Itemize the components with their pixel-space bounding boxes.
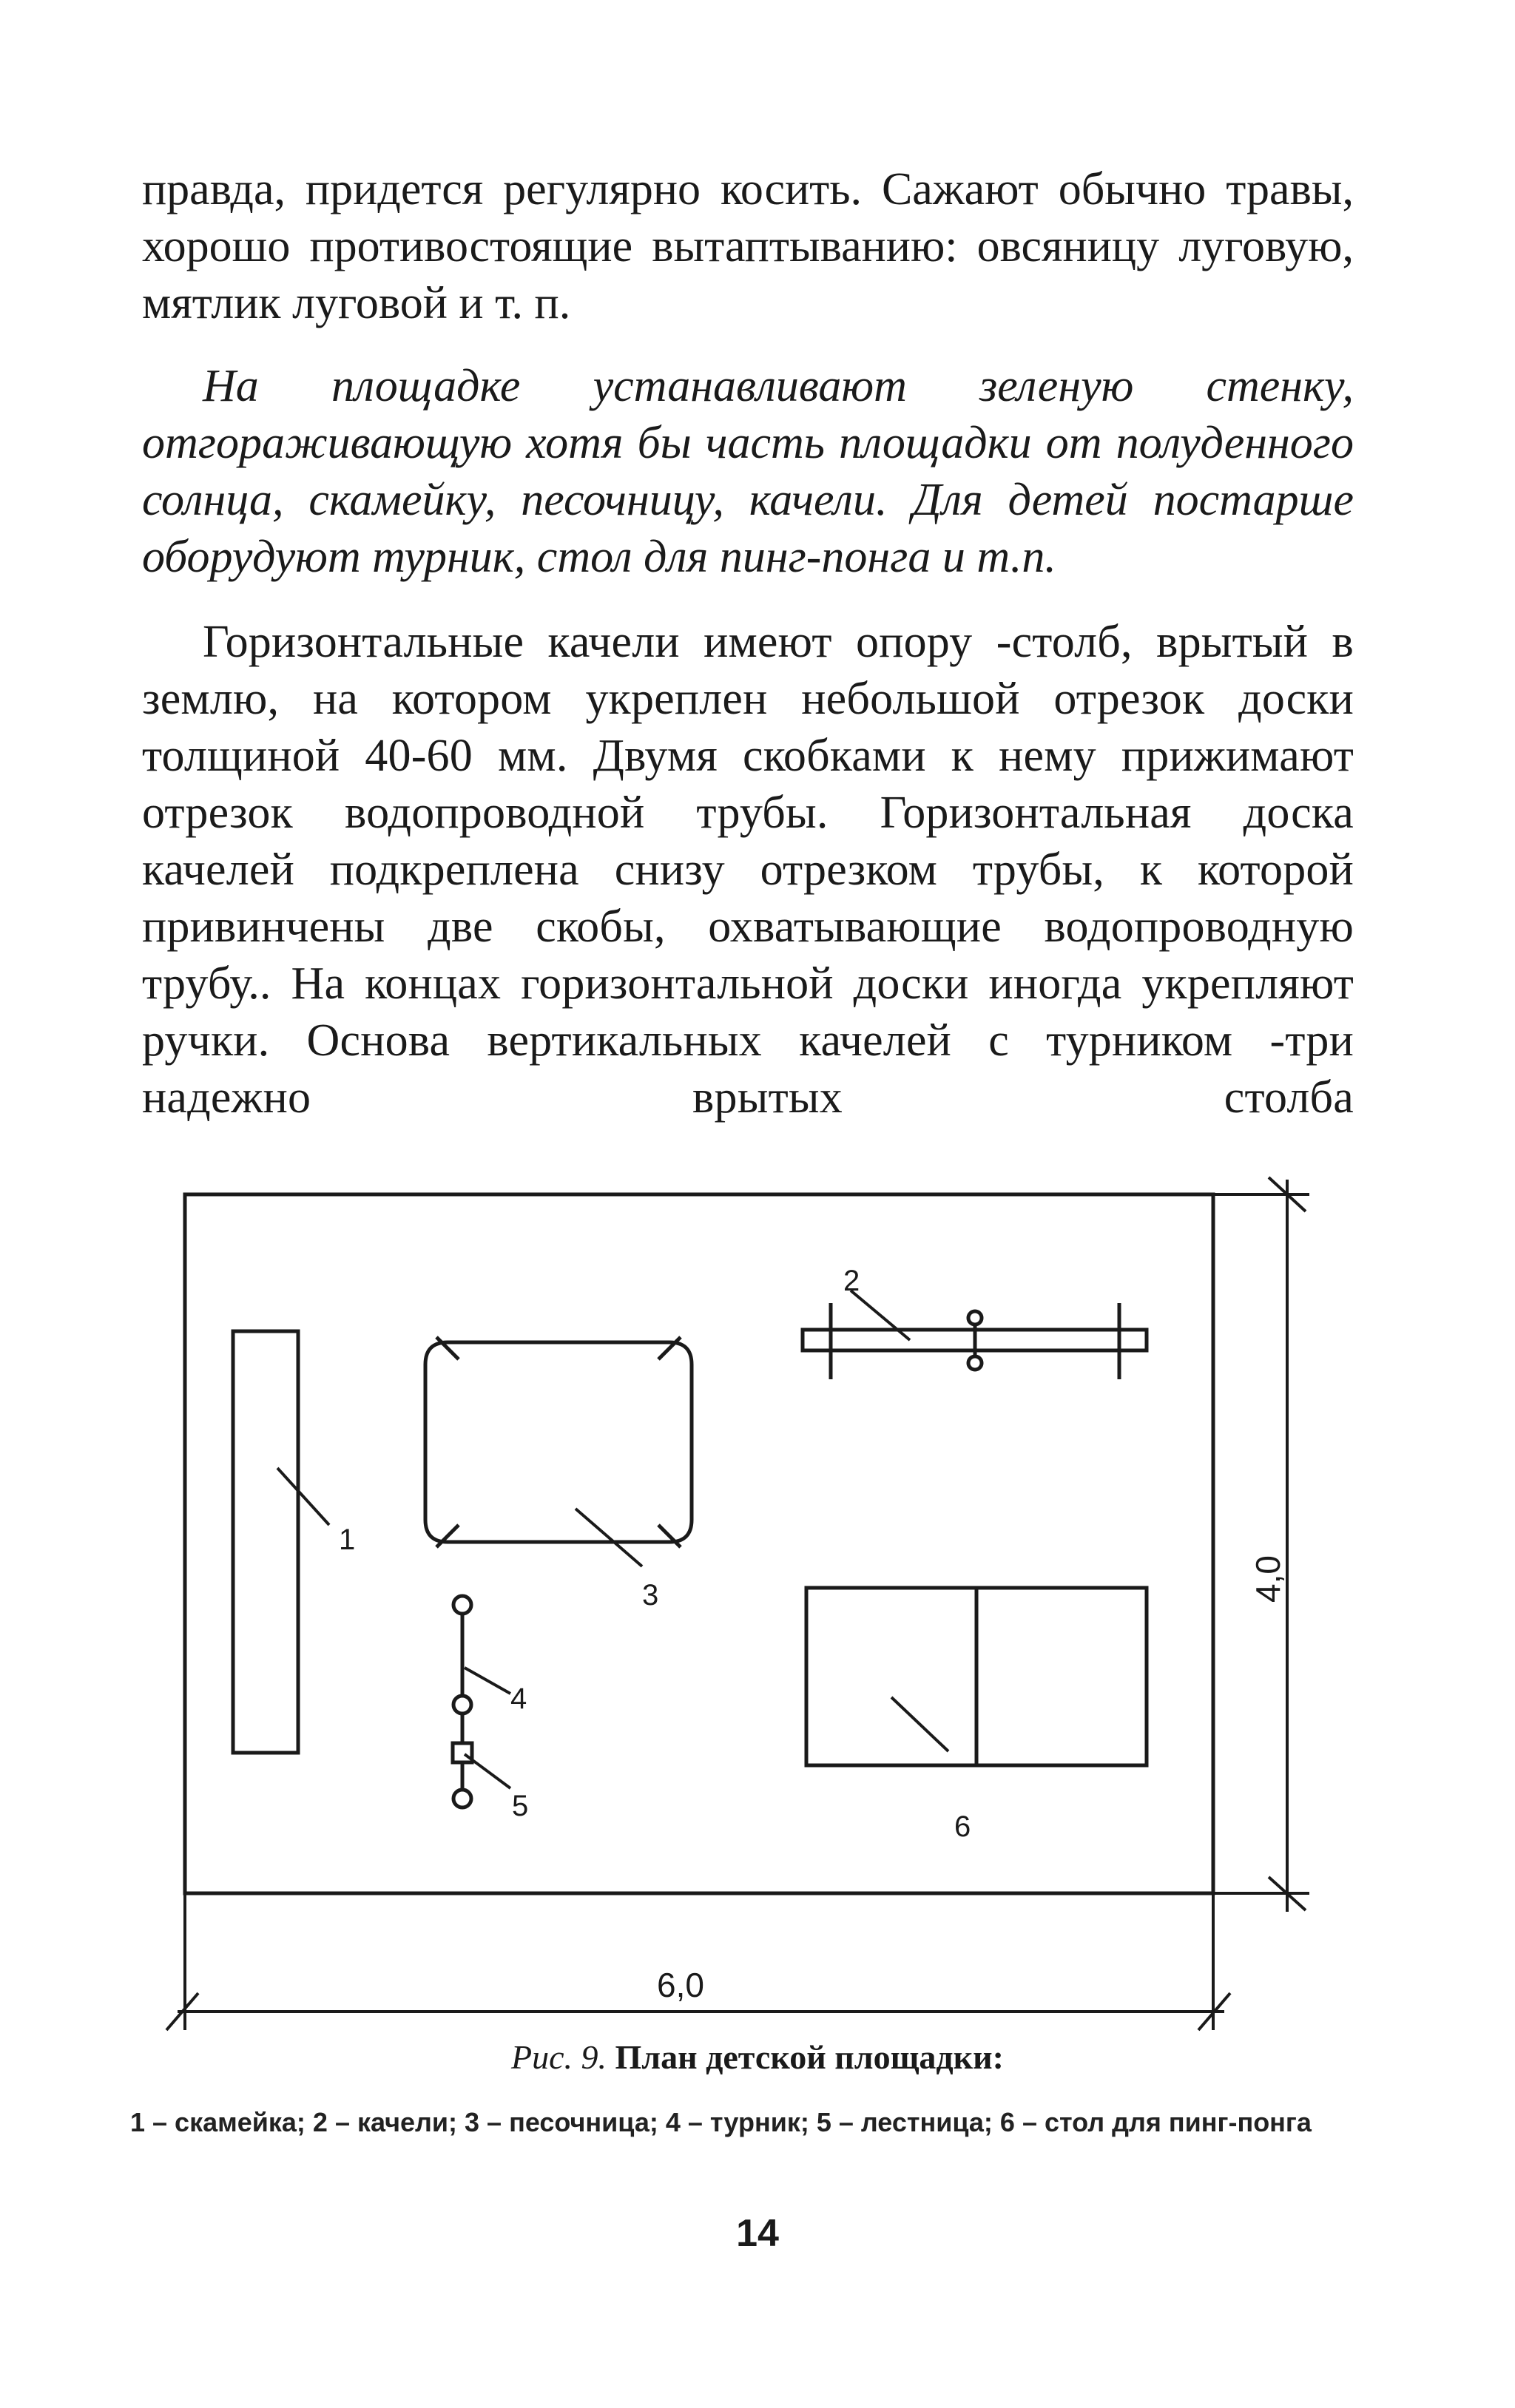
label-1: 1 bbox=[339, 1523, 356, 1556]
height-dimension-label: 4,0 bbox=[1249, 1555, 1287, 1603]
label-2: 2 bbox=[843, 1265, 860, 1297]
bench-shape bbox=[233, 1331, 298, 1753]
width-dimension-label: 6,0 bbox=[657, 1966, 704, 2004]
sandbox-shape bbox=[425, 1342, 692, 1542]
bar-post-3 bbox=[453, 1790, 471, 1807]
label-6: 6 bbox=[954, 1810, 971, 1843]
label-4: 4 bbox=[510, 1682, 527, 1715]
figure-legend: 1 – скамейка; 2 – качели; 3 – песочница; 4 – турник; 5 – лестница; 6 – стол для пинг-понга bbox=[130, 2107, 1312, 2137]
label-3: 3 bbox=[642, 1579, 659, 1611]
figure-caption bbox=[0, 2037, 1515, 2077]
ladder-square bbox=[453, 1743, 472, 1762]
page-number: 14 bbox=[736, 2212, 779, 2255]
label-5: 5 bbox=[512, 1790, 529, 1822]
caption-prefix: Рис. 9. bbox=[510, 2038, 607, 2076]
paragraph-3: Горизонтальные качели имеют опору -столб, врытый в землю, на котором укреплен небольшой отрезок доски толщиной 40-60 мм. Двумя скобками к нему прижимают отрезок водопроводной трубы. Горизонтальная доска качелей подкреплена снизу отрезком трубы, к которой привинчены две скобы, охватывающие водопроводную трубу.. На концах горизонтальной доски иногда укрепляют ручки. Основа вертикальных качелей с турником -три надежно врытых столба bbox=[142, 617, 1354, 1123]
bar-post-2 bbox=[453, 1696, 471, 1714]
bar-post-1 bbox=[453, 1596, 471, 1614]
sandbox-corners bbox=[436, 1337, 681, 1547]
paragraph-2: На площадке устанавливают зеленую стенку, отгораживающую хотя бы часть площадки от полуденного солнца, скамейку, песочницу, качели. Для детей постарше оборудуют турник, стол для пинг-понга и т.п. bbox=[142, 361, 1354, 582]
caption-title: План детской площадки: bbox=[615, 2038, 1004, 2076]
paragraph-1: правда, придется регулярно косить. Сажают обычно травы, хорошо противостоящие вытаптыванию: овсяницу луговую, мятлик луговой и т. п. bbox=[142, 164, 1354, 328]
